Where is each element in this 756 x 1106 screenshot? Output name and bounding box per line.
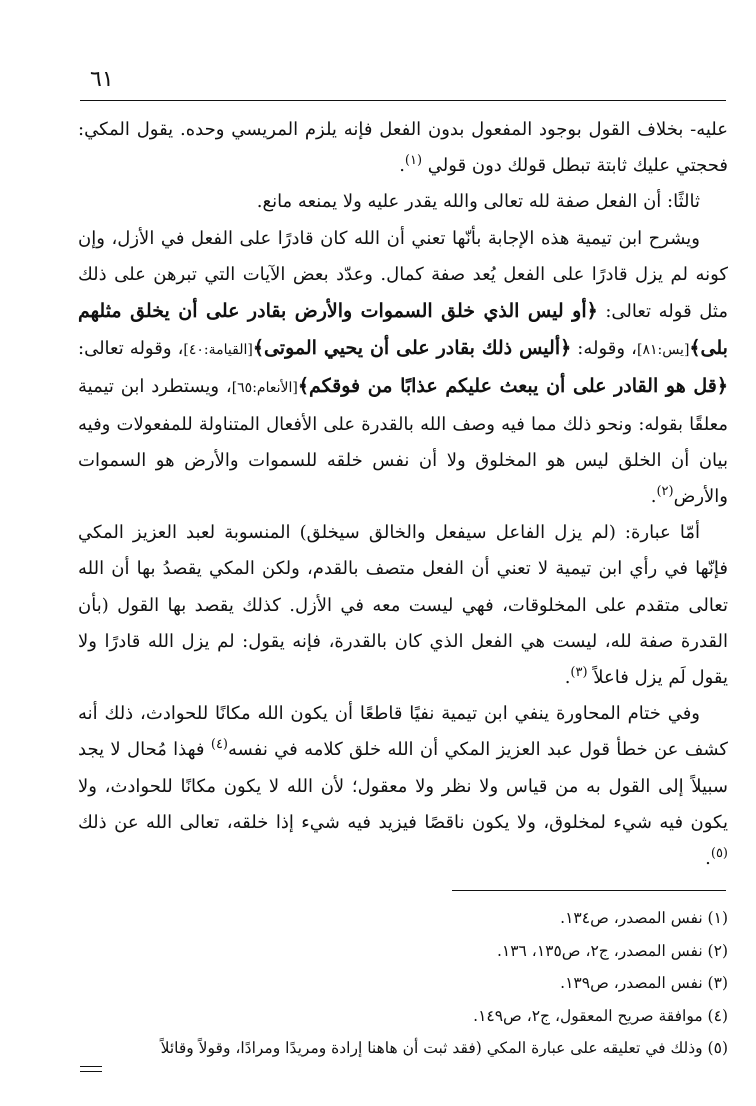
page-number: ٦١ xyxy=(90,67,114,92)
footnotes xyxy=(78,902,728,1065)
quran-verse: ﴿أو ليس الذي خلق السموات والأرض بقادر على أن يخلق مثلهم بلى﴾ xyxy=(78,300,728,360)
text-run: ، وقوله: xyxy=(571,338,637,360)
text-run: . xyxy=(650,486,657,508)
footnote-2: (٢) نفس المصدر، ج٢، ص١٣٥، ١٣٦. xyxy=(496,941,728,960)
text-run: ، ويستطرد ابن تيمية معلقًا بقوله: ونحو ذلك مما فيه وصف الله بالقدرة على الأفعال المتناولة للمفعولات وفيه بيان أن الخلق ليس هو المخلوق ولا أن نفس خلقه للسموات والأرض هو السموات والأرض xyxy=(78,376,728,508)
footnote-ref: (١) xyxy=(404,153,423,169)
paragraph-4 xyxy=(78,515,728,696)
paragraph-5 xyxy=(78,696,728,877)
text-run: . xyxy=(399,155,405,177)
text-run: ويشرح ابن تيمية هذه الإجابة بأنّها تعني أن الله كان قادرًا على الفعل في الأزل، وإن كونه لم يزل قادرًا على الفعل يُعد صفة كمال. وعدّد بعض الآيات التي تبرهن على ذلك مثل قوله تعالى: xyxy=(78,227,728,323)
header-rule xyxy=(80,100,726,101)
verse-citation: [يس:٨١] xyxy=(636,342,690,359)
quran-verse: ﴿أليس ذلك بقادر على أن يحيي الموتى﴾ xyxy=(252,337,572,360)
footnote-3: (٣) نفس المصدر، ص١٣٩. xyxy=(560,974,728,992)
text-run: . xyxy=(564,667,571,689)
footnote-1: (١) نفس المصدر، ص١٣٤. xyxy=(560,909,728,927)
quran-verse: ﴿قل هو القادر على أن يبعث عليكم عذابًا من فوقكم﴾ xyxy=(297,375,728,398)
text-run: وفي ختام المحاورة ينفي ابن تيمية نفيًا قاطعًا أن يكون الله مكانًا للحوادث، ذلك أنه كشف عن خطأ قول عبد العزيز المكي أن الله خلق كلامه في نفسه xyxy=(78,703,728,761)
text-run: ، وقوله تعالى: xyxy=(78,338,184,360)
verse-citation: [الأنعام:٦٥] xyxy=(231,380,298,397)
text-run: ثالثًا: أن الفعل صفة لله تعالى والله يقدر عليه ولا يمنعه مانع. xyxy=(256,191,700,213)
footnote-4: (٤) موافقة صريح المعقول، ج٢، ص١٤٩. xyxy=(473,1006,728,1025)
text-run: فهذا مُحال لا يجد سبيلاً إلى القول به من قياس ولا نظر ولا معقول؛ لأن الله لا يكون مكانًا للحوادث، ولا يكون فيه شيء لمخلوق، ولا يكون ناقصًا فيزيد فيه شيء إذا خلقه، تعالى الله عن ذلك xyxy=(78,739,728,833)
footnote-ref: (٢) xyxy=(656,484,674,500)
footnote-ref: (٣) xyxy=(570,665,588,681)
text-run: . xyxy=(705,848,711,870)
verse-citation: [القيامة:٤٠] xyxy=(183,342,253,359)
text-run: عليه- بخلاف القول بوجود المفعول بدون الفعل فإنه يلزم المريسي وحده. يقول المكي: فحجتي عليك ثابتة تبطل قولك دون قولي xyxy=(78,119,728,177)
footnote-separator xyxy=(452,890,726,891)
paragraph-2 xyxy=(78,184,728,220)
footnote-ref: (٤) xyxy=(210,737,228,753)
footnote-ref: (٥) xyxy=(710,846,728,862)
paragraph-3 xyxy=(78,221,728,516)
continuation-mark xyxy=(80,1066,102,1072)
text-run: أمّا عبارة: (لم يزل الفاعل سيفعل والخالق سيخلق) المنسوبة لعبد العزيز المكي فإنّها في رأي ابن تيمية لا تعني أن الفعل متصف بالقدم، ولكن المكي يقصدُ بها أن الله تعالى متقدم على المخلوقات، فهي ليست معه في الأزل. كذلك يقصد بها القول (بأن القدرة صفة لله، ليست هي الفعل الذي كان بالقدرة، فإنه يقول: لم يزل الله قادرًا ولا يقول لَم يزل فاعلاً xyxy=(78,522,728,689)
paragraph-1 xyxy=(78,112,728,184)
footnote-5: (٥) وذلك في تعليقه على عبارة المكي (فقد ثبت أن هاهنا إرادة ومريدًا ومرادًا، وقولاً وقائلاً xyxy=(160,1039,728,1057)
body-text xyxy=(78,112,728,877)
